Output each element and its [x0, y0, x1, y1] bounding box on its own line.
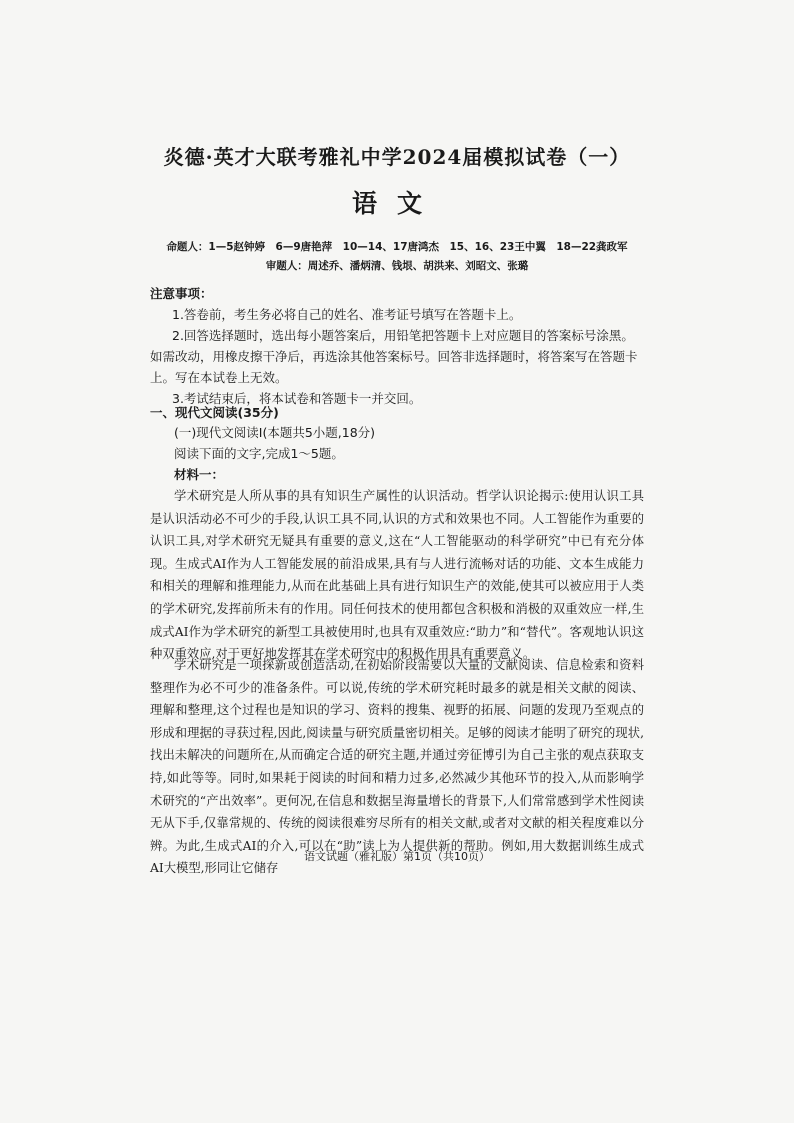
note-item: 1.答卷前，考生务必将自己的姓名、准考证号填写在答题卡上。	[172, 307, 522, 322]
subject-title: 语文	[351, 189, 442, 218]
paragraph-text: 学术研究是人所从事的具有知识生产属性的认识活动。哲学认识论揭示:使用认识工具是认识活动必不可少的手段,认识工具不同,认识的方式和效果也不同。人工智能作为重要的认识工具,对学术研究无疑具有重要的意义,这在“人工智能驱动的科学研究”中已有充分体现。生成式AI作为人工智能发展的前沿成果,具有与人进行流畅对话的功能、文本生成能力和相关的理解和推理能力,从而在此基础上具有进行知识生产的效能,使其可以被应用于人类的学术研究,发挥前所未有的作用。同任何技术的使用都包含积极和消极的双重效应一样,生成式AI作为学术研究的新型工具被使用时,也具有双重效应:“助力”和“替代”。客观地认识这种双重效应,对于更好地发挥其在学术研究中的积极作用具有重要意义。	[150, 489, 644, 662]
note-item: 2.回答选择题时，选出每小题答案后，用铅笔把答题卡上对应题目的答案标号涂黑。如需改动，用橡皮擦干净后，再选涂其他答案标号。回答非选择题时，将答案写在答题卡上。写在本试卷上无效。	[150, 328, 638, 385]
section-heading: 一、现代文阅读(35分)	[150, 405, 279, 420]
reviewers-line: 审题人：周述乔、潘炳清、钱垠、胡洪来、刘昭文、张璐	[265, 260, 529, 272]
sub-section-heading: (一)现代文阅读Ⅰ(本题共5小题,18分)	[174, 425, 376, 440]
notes-heading: 注意事项：	[150, 286, 213, 301]
paragraph-text: 学术研究是一项探新或创造活动,在初始阶段需要以大量的文献阅读、信息检索和资料整理作为必不可少的准备条件。可以说,传统的学术研究耗时最多的就是相关文献的阅读、理解和整理,这个过程也是知识的学习、资料的搜集、视野的拓展、问题的发现乃至观点的形成和理据的寻获过程,因此,阅读量与研究质量密切相关。足够的阅读才能明了研究的现状,找出未解决的问题所在,从而确定合适的研究主题,并通过旁征博引为自己主张的观点获取支持,如此等等。同时,如果耗于阅读的时间和精力过多,必然减少其他环节的投入,从而影响学术研究的“产出效率”。更何况,在信息和数据呈海量增长的背景下,人们常常感到学术性阅读无从下手,仅靠常规的、传统的阅读很难穷尽所有的相关文献,或者对文献的相关程度难以分辨。为此,生成式AI的介入,可以在“助”读上为人提供新的帮助。例如,用大数据训练生成式AI大模型,形同让它储存	[150, 658, 644, 876]
reading-instruction: 阅读下面的文字,完成1～5题。	[174, 446, 344, 461]
exam-title: 炎德·英才大联考雅礼中学2024届模拟试卷（一）	[163, 145, 631, 169]
reading-paragraph	[150, 485, 644, 666]
material-label: 材料一：	[174, 467, 225, 482]
exam-notes	[150, 283, 644, 409]
authors-line: 命题人：1—5赵钟婷 6—9唐艳萍 10—14、17唐鸿杰 15、16、23王中翼 18—22龚政军	[166, 241, 628, 253]
page-footer: 语文试题（雅礼版）第1页（共10页）	[304, 850, 490, 863]
note-item: 3.考试结束后，将本试卷和答题卡一并交回。	[172, 391, 422, 406]
reading-paragraph	[150, 654, 644, 880]
